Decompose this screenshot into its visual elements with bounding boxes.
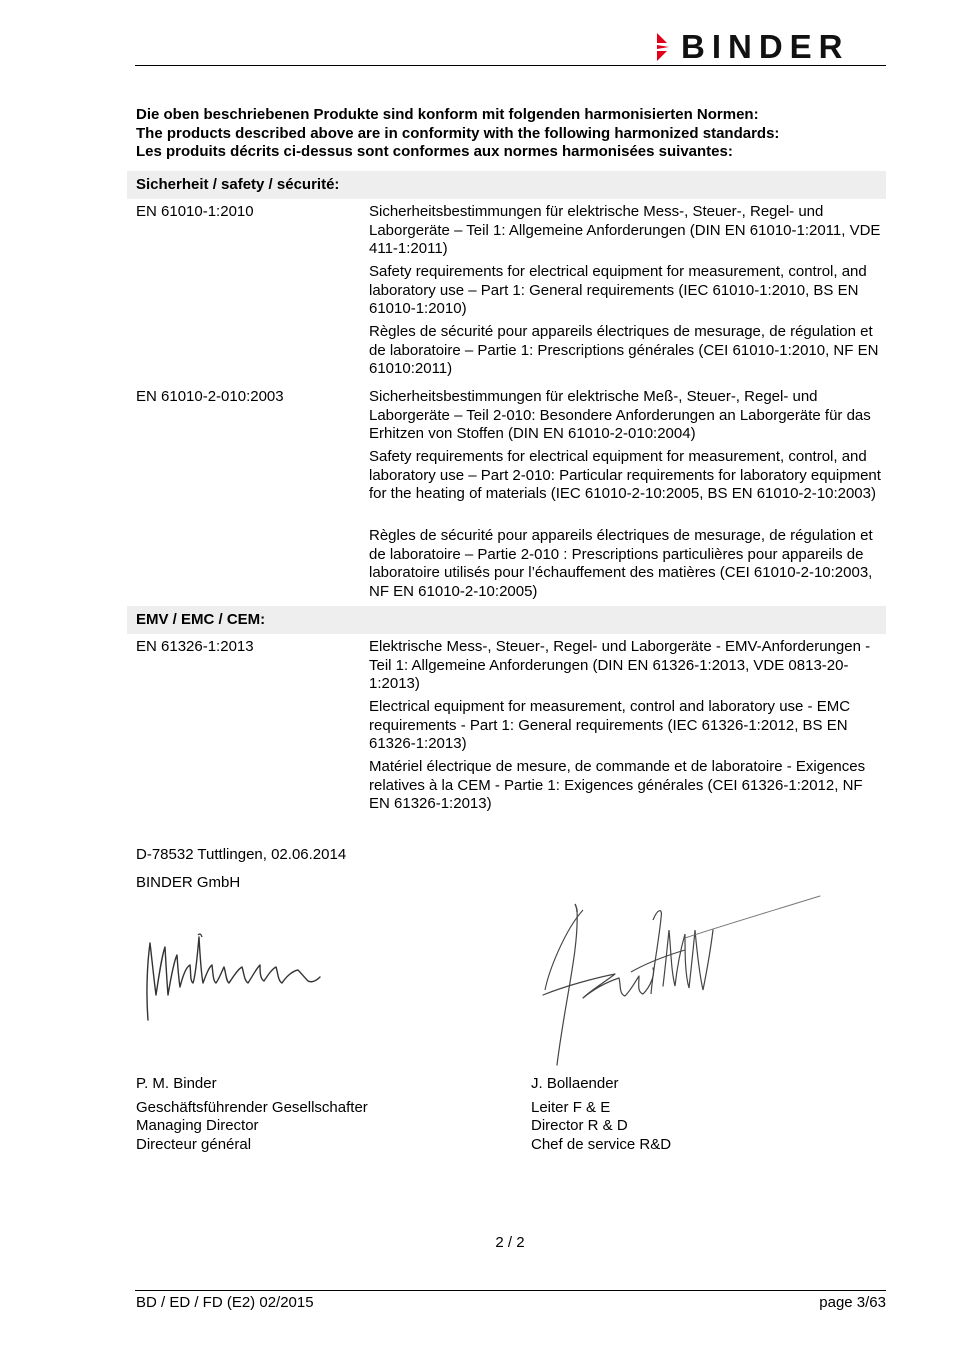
statement-fr: Les produits décrits ci-dessus sont conformes aux normes harmonisées suivantes: [136, 143, 733, 160]
section-heading-safety: Sicherheit / safety / sécurité: [127, 171, 886, 199]
standard-description-fr: Matériel électrique de mesure, de commande et de laboratoire - Exigences relatives à la CEM - Partie 1: Exigences générales (CEI 61326-1:2012, NF EN 61326-1:2013) [369, 758, 866, 812]
standard-description-fr: Règles de sécurité pour appareils électriques de mesurage, de régulation et de laboratoire – Partie 1: Prescriptions générales (CEI 61010-1:2010, NF EN 61010:2011) [369, 323, 879, 377]
signatory-title-en: Managing Director [136, 1117, 259, 1134]
binder-logo-mark-icon [655, 31, 675, 63]
standard-description-fr: Règles de sécurité pour appareils électriques de mesurage, de régulation et de laboratoire – Partie 2-010 : Prescriptions particulières pour appareils de laboratoire utilisés pour l’échauffement des matières (CEI 61010-2-10:2003, NF EN 61010-2-10:2005) [369, 527, 873, 600]
signatory-name: J. Bollaender [531, 1075, 619, 1092]
page-counter: 2 / 2 [495, 1234, 525, 1251]
footer-document-reference: BD / ED / FD (E2) 02/2015 [136, 1294, 314, 1311]
standard-description-en: Electrical equipment for measurement, control and laboratory use - EMC requirements - Part 1: General requirements (IEC 61326-1:2012, BS EN 61326-1:2013) [369, 698, 851, 752]
signature-bollaender [535, 890, 825, 1070]
binder-logo-text: BINDER [681, 28, 850, 65]
standard-id: EN 61010-2-010:2003 [136, 388, 284, 405]
company-name: BINDER GmbH [136, 874, 241, 891]
section-heading-emc: EMV / EMC / CEM: [127, 606, 886, 634]
statement-en: The products described above are in conformity with the following harmonized standards: [136, 124, 780, 142]
statement-de: Die oben beschriebenen Produkte sind konform mit folgenden harmonisierten Normen: [136, 106, 759, 123]
place-and-date: D-78532 Tuttlingen, 02.06.2014 [136, 846, 347, 863]
conformity-statement [136, 106, 886, 162]
signatory-title-fr: Chef de service R&D [531, 1135, 672, 1153]
standard-id: EN 61326-1:2013 [136, 638, 254, 655]
header-rule [135, 65, 886, 66]
signatory-title-de: Geschäftsführender Gesellschafter [136, 1098, 368, 1116]
binder-logo [655, 28, 850, 65]
signatory-name: P. M. Binder [136, 1075, 217, 1092]
standard-description-de: Sicherheitsbestimmungen für elektrische Mess-, Steuer-, Regel- und Laborgeräte – Teil 1: Allgemeine Anforderungen (DIN EN 61010-1:2011, VDE 411-1:2011) [369, 203, 881, 257]
signatory-2 [531, 1075, 671, 1154]
signatory-1 [136, 1075, 368, 1154]
standard-description-en: Safety requirements for electrical equipment for measurement, control, and laboratory use – Part 1: General requirements (IEC 61010-1:2010, BS EN 61010-1:2010) [369, 263, 867, 317]
signatory-title-en: Director R & D [531, 1117, 628, 1134]
standard-description-de: Elektrische Mess-, Steuer-, Regel- und Laborgeräte - EMV-Anforderungen - Teil 1: Allgemeine Anforderungen (DIN EN 61326-1:2013, VDE 0813-20-1:2013) [369, 638, 871, 692]
standard-id: EN 61010-1:2010 [136, 203, 254, 220]
signatory-title-fr: Directeur général [136, 1135, 252, 1153]
signature-binder [138, 925, 328, 1030]
footer-rule [135, 1290, 886, 1291]
standard-description-de: Sicherheitsbestimmungen für elektrische Meß-, Steuer-, Regel- und Laborgeräte – Teil 2-010: Besondere Anforderungen an Laborgeräte für das Erhitzen von Stoffen (DIN EN 61010-2-010:2004) [369, 388, 871, 442]
standard-description-en: Safety requirements for electrical equipment for measurement, control, and laboratory use – Part 2-010: Particular requirements for laboratory equipment for the heating of materials (IEC 61010-2-10:2005, BS EN 61010-2-10:2003) [369, 448, 881, 502]
signatory-title-de: Leiter F & E [531, 1098, 611, 1116]
footer-page-number: page 3/63 [819, 1294, 886, 1311]
